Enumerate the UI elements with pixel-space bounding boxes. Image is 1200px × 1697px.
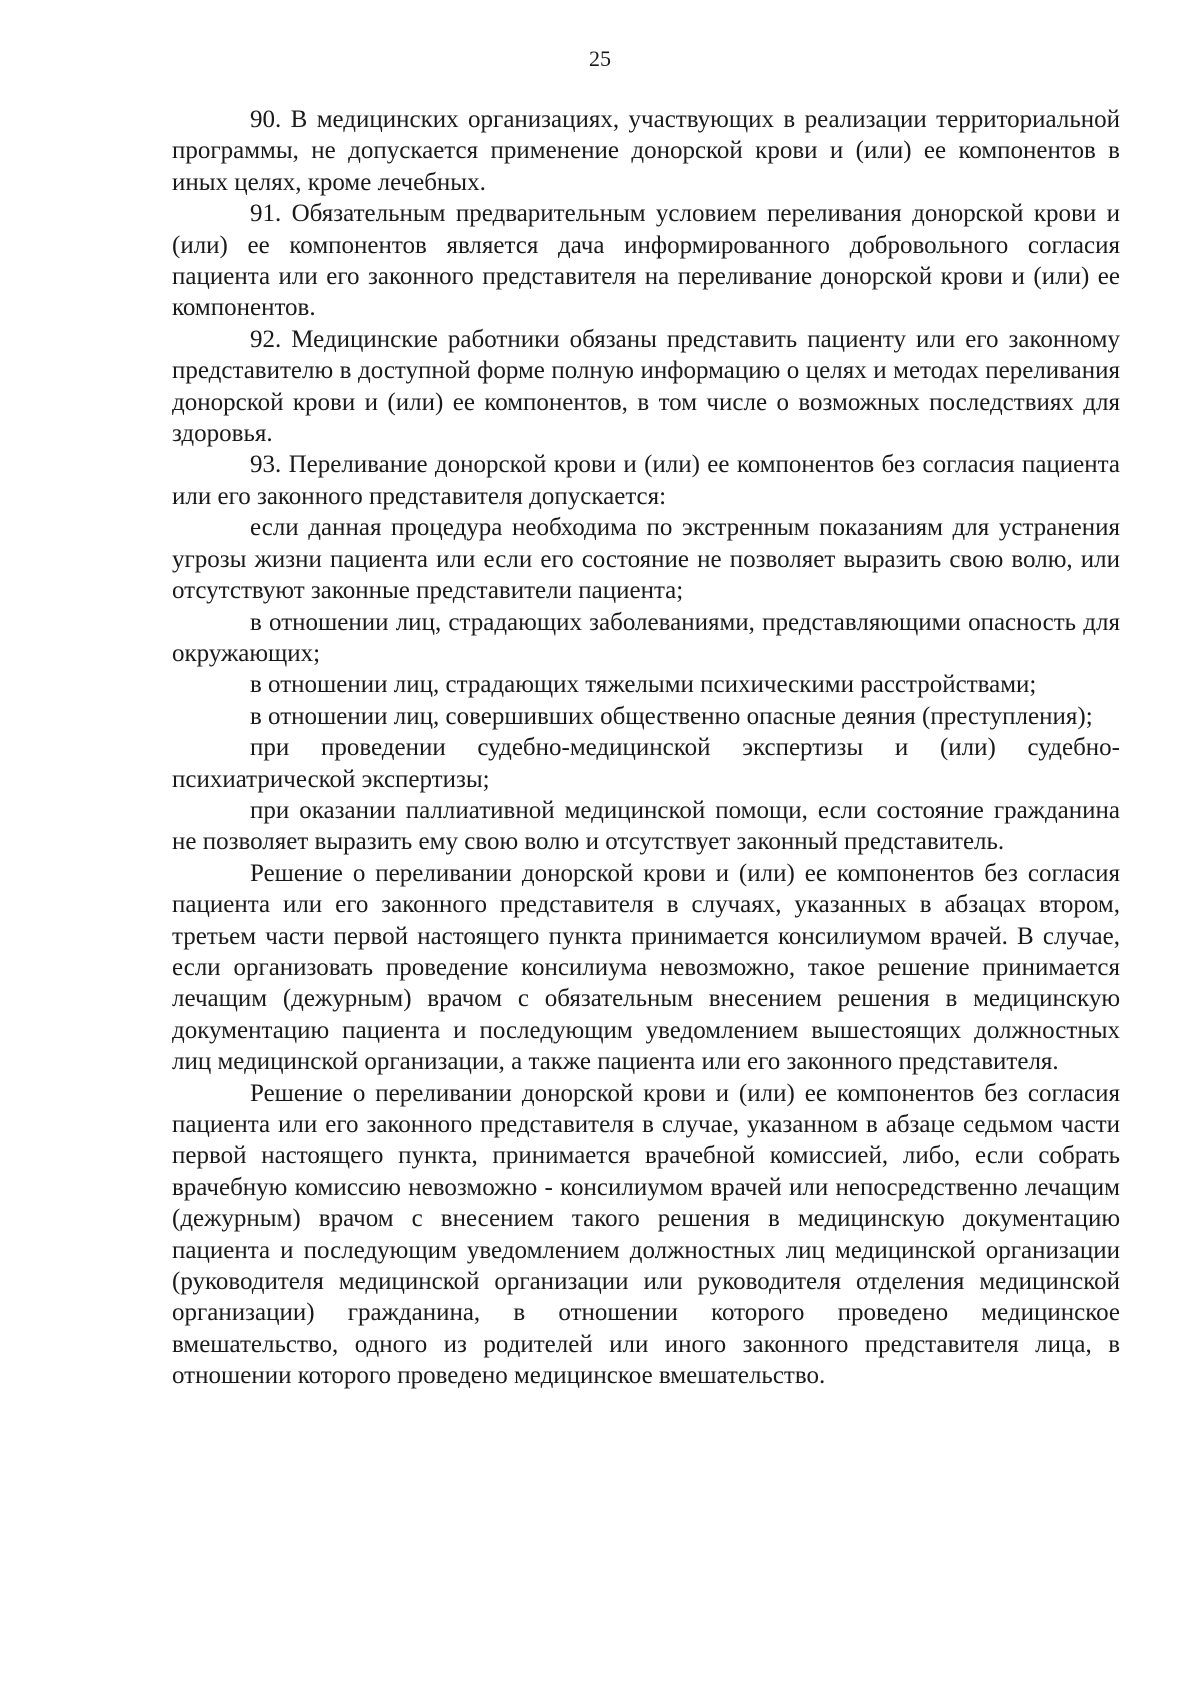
paragraph-92: 92. Медицинские работники обязаны представить пациенту или его законному представителю в доступной форме полную информацию о целях и методах переливания донорской крови и (или) ее компонентов, в том числе о возможных последствиях для здоровья. — [172, 325, 1120, 448]
paragraph-93-decision-consilium: Решение о переливании донорской крови и (или) ее компонентов без согласия пациента или его законного представителя в случаях, указанных в абзацах втором, третьем части первой настоящего пункта принимается консилиумом врачей. В случае, если организовать проведение консилиума невозможно, такое решение принимается лечащим (дежурным) врачом с обязательным внесением решения в медицинскую документацию пациента и последующим уведомлением вышестоящих должностных лиц медицинской организации, а также пациента или его законного представителя. — [172, 859, 1120, 1076]
page-number: 25 — [589, 46, 611, 71]
paragraph-93-case-palliative: при оказании паллиативной медицинской помощи, если состояние гражданина не позволяет выразить ему свою волю и отсутствует законный представитель. — [172, 796, 1120, 856]
paragraph-91: 91. Обязательным предварительным условием переливания донорской крови и (или) ее компонентов является дача информированного добровольного согласия пациента или его законного представителя на переливание донорской крови и (или) ее компонентов. — [172, 200, 1120, 322]
paragraph-93-case-forensic: при проведении судебно-медицинской экспертизы и (или) судебно-психиатрической экспертизы; — [172, 734, 1120, 793]
paragraph-90: 90. В медицинских организациях, участвующих в реализации территориальной программы, не допускается применение донорской крови и (или) ее компонентов в иных целях, кроме лечебных. — [172, 106, 1120, 196]
paragraph-93-case-crimes: в отношении лиц, совершивших общественно опасные деяния (преступления); — [250, 702, 1093, 730]
paragraph-93-case-emergency: если данная процедура необходима по экстренным показаниям для устранения угрозы жизни пациента или если его состояние не позволяет выразить свою волю, или отсутствуют законные представители пациента; — [172, 514, 1120, 605]
paragraph-93-decision-commission: Решение о переливании донорской крови и (или) ее компонентов без согласия пациента или его законного представителя в случае, указанном в абзаце седьмом части первой настоящего пункта, принимается врачебной комиссией, либо, если собрать врачебную комиссию невозможно - консилиумом врачей или непосредственно лечащим (дежурным) врачом с внесением такого решения в медицинскую документацию пациента и последующим уведомлением должностных лиц медицинской организации (руководителя медицинской организации или руководителя отделения медицинской организации) гражданина, в отношении которого проведено медицинское вмешательство, одного из родителей или иного законного представителя лица, в отношении которого проведено медицинское вмешательство. — [172, 1079, 1120, 1390]
paragraph-93-case-dangerous-diseases: в отношении лиц, страдающих заболеваниями, представляющими опасность для окружающих; — [172, 608, 1120, 667]
document-body — [172, 104, 1120, 1392]
paragraph-93-case-mental-disorders: в отношении лиц, страдающих тяжелыми психическими расстройствами; — [250, 671, 1037, 699]
paragraph-93: 93. Переливание донорской крови и (или) ее компонентов без согласия пациента или его законного представителя допускается: — [172, 451, 1120, 510]
